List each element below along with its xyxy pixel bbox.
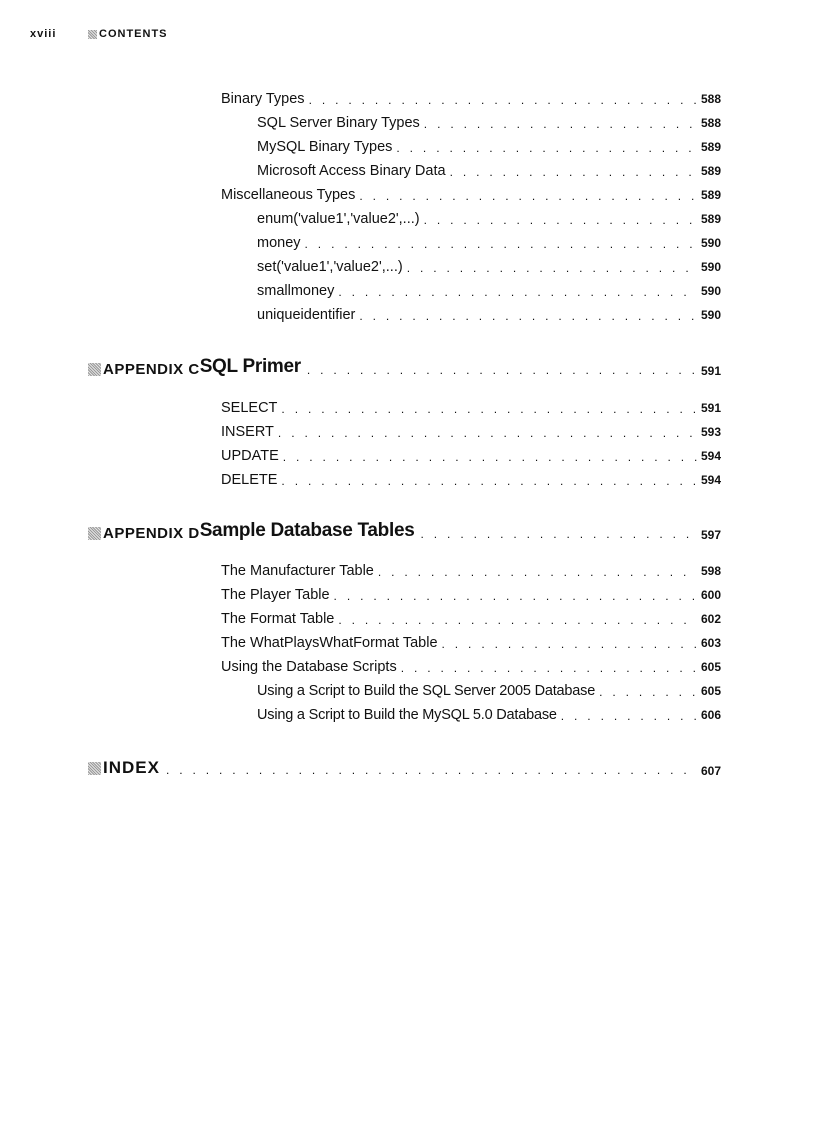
entry-page: 589 (700, 140, 721, 154)
entry-title: SQL Server Binary Types (257, 115, 420, 131)
dot-leader (450, 164, 697, 180)
toc-entry-database-scripts[interactable] (221, 654, 721, 676)
entry-page: 590 (700, 236, 721, 250)
index-label-text: INDEX (103, 758, 160, 777)
entry-page: 603 (700, 636, 721, 650)
entry-title: Using a Script to Build the MySQL 5.0 Database (257, 707, 557, 723)
entry-page: 598 (700, 564, 721, 578)
square-bullet-icon (88, 363, 101, 376)
entry-title: The Manufacturer Table (221, 563, 374, 579)
toc-entry-delete[interactable] (221, 467, 721, 489)
dot-leader (599, 684, 697, 700)
toc-entry-select[interactable] (221, 395, 721, 417)
section-title: CONTENTS (99, 28, 168, 40)
appendix-label-text: APPENDIX D (103, 525, 200, 542)
toc-entry-miscellaneous-types[interactable] (221, 182, 721, 204)
entry-page: 590 (700, 284, 721, 298)
dot-leader (424, 116, 697, 132)
entry-page: 605 (700, 660, 721, 674)
toc-entry-binary-types[interactable] (221, 86, 721, 108)
toc-entry-sql-server-binary-types[interactable] (257, 110, 721, 132)
entry-title: INSERT (221, 424, 274, 440)
toc-entry-money[interactable] (257, 230, 721, 252)
dot-leader (309, 92, 697, 108)
entry-page: 590 (700, 260, 721, 274)
dot-leader (396, 140, 697, 156)
entry-page: 589 (700, 212, 721, 226)
entry-title: The Format Table (221, 611, 335, 627)
index-label (88, 758, 160, 778)
entry-title: Binary Types (221, 91, 305, 107)
dot-leader (334, 588, 697, 604)
entry-title: set('value1','value2',...) (257, 259, 403, 275)
toc-entry-manufacturer-table[interactable] (221, 558, 721, 580)
page-folio: xviii (30, 28, 57, 40)
entry-page: 590 (700, 308, 721, 322)
entry-title: DELETE (221, 472, 278, 488)
toc-entry-access-binary-data[interactable] (257, 158, 721, 180)
entry-title: The WhatPlaysWhatFormat Table (221, 635, 438, 651)
entry-page: 605 (700, 684, 721, 698)
dot-leader (407, 260, 697, 276)
entry-title: UPDATE (221, 448, 279, 464)
dot-leader (401, 660, 697, 676)
entry-title: MySQL Binary Types (257, 139, 393, 155)
entry-page: 589 (700, 188, 721, 202)
dot-leader (281, 473, 697, 489)
entry-title: Miscellaneous Types (221, 187, 356, 203)
toc-appendix-c[interactable] (88, 350, 721, 378)
entry-title: enum('value1','value2',...) (257, 211, 420, 227)
entry-title: Microsoft Access Binary Data (257, 163, 446, 179)
toc-entry-set[interactable] (257, 254, 721, 276)
entry-page: 591 (700, 401, 721, 415)
dot-leader (359, 188, 697, 204)
toc-entry-mysql-binary-types[interactable] (257, 134, 721, 156)
dot-leader (338, 612, 697, 628)
dot-leader (424, 212, 697, 228)
entry-title: smallmoney (257, 283, 335, 299)
toc-appendix-d[interactable] (88, 514, 721, 542)
toc-entry-update[interactable] (221, 443, 721, 465)
dot-leader (305, 236, 697, 252)
toc-entry-smallmoney[interactable] (257, 278, 721, 300)
toc-entry-player-table[interactable] (221, 582, 721, 604)
square-bullet-icon (88, 762, 101, 775)
entry-page: 600 (700, 588, 721, 602)
entry-title: Using the Database Scripts (221, 659, 397, 675)
dot-leader (442, 636, 697, 652)
entry-title: Using a Script to Build the SQL Server 2005 Database (257, 683, 596, 699)
appendix-label (88, 361, 200, 378)
toc-entry-format-table[interactable] (221, 606, 721, 628)
dot-leader (338, 284, 697, 300)
appendix-title: Sample Database Tables (199, 520, 415, 541)
dot-leader (359, 308, 697, 324)
entry-page: 593 (700, 425, 721, 439)
entry-page: 606 (700, 708, 721, 722)
running-header (30, 28, 168, 40)
dot-leader (283, 449, 697, 465)
entry-page: 597 (700, 528, 721, 542)
appendix-label (88, 525, 200, 542)
dot-leader (561, 708, 697, 724)
entry-page: 607 (700, 764, 721, 778)
entry-title: uniqueidentifier (257, 307, 356, 323)
toc-index[interactable] (88, 750, 721, 778)
dot-leader (281, 401, 697, 417)
entry-title: SELECT (221, 400, 278, 416)
entry-title: The Player Table (221, 587, 330, 603)
dot-leader (166, 762, 695, 778)
entry-page: 594 (700, 449, 721, 463)
dot-leader (421, 526, 695, 542)
toc-entry-mysql-script[interactable] (257, 702, 721, 724)
toc-entry-uniqueidentifier[interactable] (257, 302, 721, 324)
entry-page: 588 (700, 116, 721, 130)
toc-entry-insert[interactable] (221, 419, 721, 441)
entry-page: 588 (700, 92, 721, 106)
toc-entry-whatplayswhatformat-table[interactable] (221, 630, 721, 652)
entry-page: 589 (700, 164, 721, 178)
dot-leader (378, 564, 697, 580)
appendix-label-text: APPENDIX C (103, 361, 200, 378)
entry-title: money (257, 235, 301, 251)
entry-page: 602 (700, 612, 721, 626)
dot-leader (278, 425, 697, 441)
dot-leader (307, 362, 695, 378)
square-bullet-icon (88, 30, 97, 39)
toc-entry-enum[interactable] (257, 206, 721, 228)
toc-entry-sql-server-script[interactable] (257, 678, 721, 700)
entry-page: 591 (700, 364, 721, 378)
appendix-title: SQL Primer (199, 356, 301, 377)
entry-page: 594 (700, 473, 721, 487)
square-bullet-icon (88, 527, 101, 540)
